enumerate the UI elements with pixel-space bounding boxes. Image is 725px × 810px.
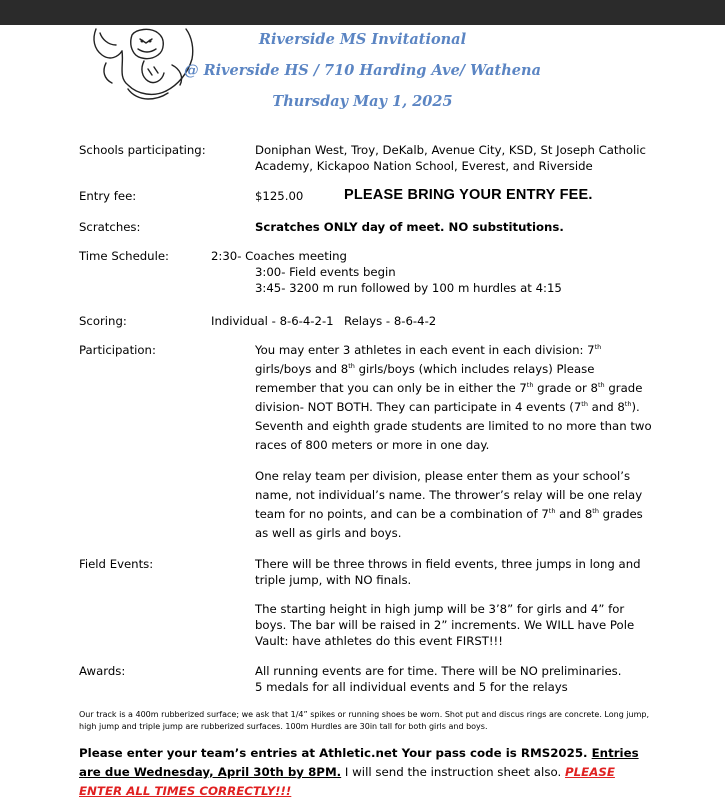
- schedule-item: 3:45- 3200 m run followed by 100 m hurdles at 4:15: [255, 281, 562, 295]
- scratches-value: Scratches ONLY day of meet. NO substitutions.: [255, 220, 564, 234]
- participation-label: Participation:: [79, 343, 156, 357]
- awards-line-2: 5 medals for all individual events and 5 for the relays: [255, 680, 568, 694]
- meet-location: @ Riverside HS / 710 Harding Ave/ Wathena: [184, 62, 541, 79]
- awards-label: Awards:: [79, 664, 126, 678]
- meet-date: Thursday May 1, 2025: [272, 93, 453, 110]
- scoring-label: Scoring:: [79, 314, 127, 328]
- top-bar: [0, 0, 725, 25]
- entry-fee-note: PLEASE BRING YOUR ENTRY FEE.: [344, 187, 593, 203]
- schedule-item: 3:00- Field events begin: [255, 265, 396, 279]
- entries-due-date: Entries are due Wednesday, April 30th by 8PM.: [79, 746, 639, 779]
- enter-times-warning: PLEASE ENTER ALL TIMES CORRECTLY!!!: [79, 765, 615, 798]
- field-events-paragraph-1: There will be three throws in field events, three jumps in long and triple jump, with NO finals.: [255, 557, 641, 587]
- field-events-label: Field Events:: [79, 557, 154, 571]
- entry-instructions: Please enter your team’s entries at Athletic.net Your pass code is RMS2025. Entries are due Wednesday, April 30th by 8PM. I will send the instruction sheet also. PLEASE ENTER ALL TIMES CORRECTLY!!!: [79, 746, 639, 798]
- scoring-relays: Relays - 8-6-4-2: [344, 314, 437, 328]
- entry-fee-label: Entry fee:: [79, 189, 137, 203]
- schedule-item: 2:30- Coaches meeting: [211, 249, 347, 263]
- participation-paragraph-2: One relay team per division, please enter them as your school’s name, not individual’s name. The thrower’s relay will be one relay team for no points, and can be a combination of 7th and 8th grades as well as girls and boys.: [255, 469, 643, 540]
- schools-label: Schools participating:: [79, 143, 206, 157]
- schools-value: Doniphan West, Troy, DeKalb, Avenue City, KSD, St Joseph Catholic Academy, Kickapoo Nation School, Everest, and Riverside: [255, 143, 646, 173]
- awards-line-1: All running events are for time. There will be NO preliminaries.: [255, 664, 622, 678]
- participation-paragraph-1: You may enter 3 athletes in each event in each division: 7th girls/boys and 8th girls/boys (which includes relays) Please remember that you can only be in either the 7th grade or 8th grade division- NOT BOTH. They can participate in 4 events (7th and 8th). Seventh and eighth grade students are limited to no more than two races of 800 meters or more in one day.: [255, 343, 652, 452]
- meet-title: Riverside MS Invitational: [258, 31, 467, 48]
- field-events-paragraph-2: The starting height in high jump will be 3’8” for girls and 4” for boys. The bar will be raised in 2” increments. We WILL have Pole Vault: have athletes do this event FIRST!!!: [255, 602, 635, 648]
- scoring-individual: Individual - 8-6-4-2-1: [211, 314, 334, 328]
- entry-fee-value: $125.00: [255, 189, 304, 203]
- track-fine-print: Our track is a 400m rubberized surface; we ask that 1/4” spikes or running shoes be worn. Shot put and discus rings are concrete. Long jump, high jump and triple jump are rubberized surfaces. 100m Hurdles are 30in tall for both girls and boys.: [79, 710, 650, 731]
- schedule-label: Time Schedule:: [79, 249, 169, 263]
- scratches-label: Scratches:: [79, 220, 141, 234]
